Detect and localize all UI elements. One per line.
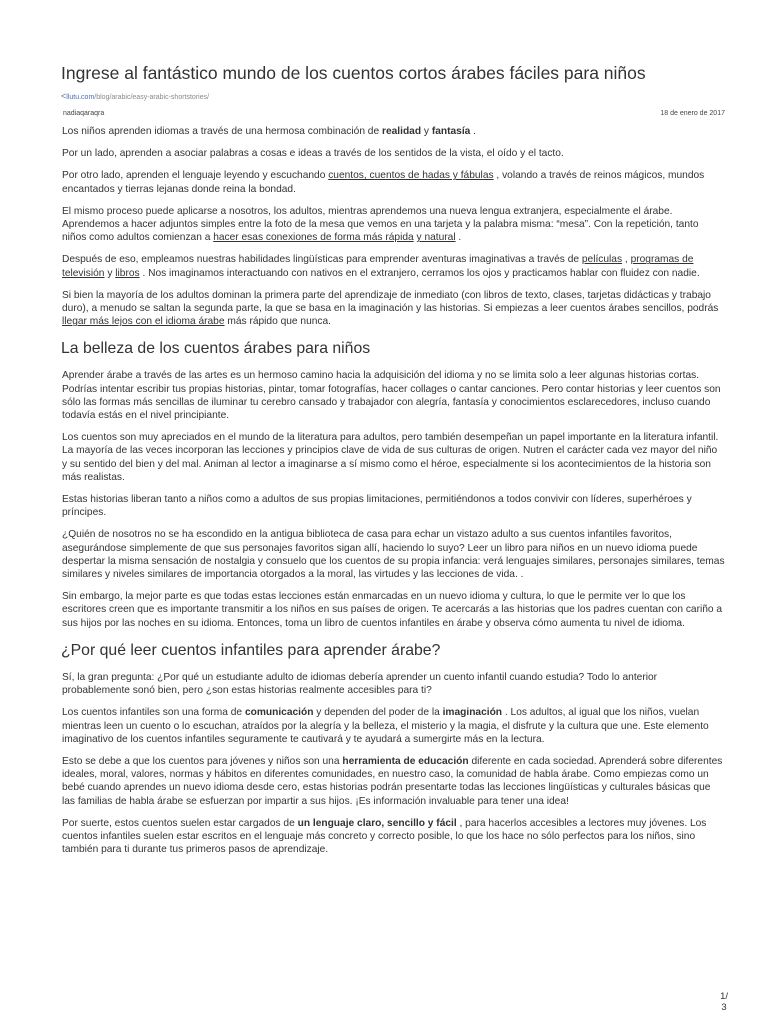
paragraph-10: ¿Quién de nosotros no se ha escondido en la antigua biblioteca de casa para echar un vistazo adulto a sus cuentos infantiles favoritos, asegurándose simplemente de que sus personajes favoritos sigan allí, haciendo lo suyo? Leer un libro para niños en un nuevo idioma puede despertar la misma sensación de nostalgia y consuelo que los cuentos de su propia infancia: verá lenguajes similares, personajes similares, temas similares y niveles similares de importancia otorgados a la moral, las virtudes y las lecciones de vida. . [62, 529, 725, 581]
bold-text: realidad [381, 126, 422, 137]
paragraph-9: Estas historias liberan tanto a niños como a adultos de sus propias limitaciones, permitiéndonos a todos convivir con líderes, superhéroes y príncipes. [62, 494, 692, 519]
paragraph-13 [62, 706, 725, 746]
link-natural[interactable]: y natural [416, 232, 456, 244]
bold-text: un lenguaje claro, sencillo y fácil [297, 817, 457, 829]
text: Después de eso, empleamos nuestras habilidades lingüísticas para emprender aventuras imaginativas a través de [62, 254, 582, 266]
text: . Nos imaginamos interactuando con nativos en el extranjero, cerramos los ojos y practicamos hablar con fluidez con nadie. [139, 267, 700, 279]
text: y dependen del poder de la [313, 707, 443, 719]
author: nadiaqaraqra [63, 110, 105, 117]
paragraph-8: Los cuentos son muy apreciados en el mundo de la literatura para adultos, pero también desempeñan un papel importante en la literatura infantil. La mayoría de las veces incorporan las lecciones y principios clave de vida de sus culturas de origen. Nutren el carácter cada vez mayor del niño y su sentido del bien y del mal. Animan al lector a imaginarse a sí mismo como el héroe, especialmente si los acontecimientos de la historia son más realistas. [62, 432, 719, 483]
back-arrow-icon: < [61, 91, 67, 101]
text: , volando a través de reinos mágicos, mundos encantados y tierras lejanas donde reina la bondad. [62, 170, 705, 195]
text: y [421, 126, 432, 137]
bold-text: comunicación [244, 707, 314, 719]
text: diferente en cada sociedad. Aprenderá sobre diferentes ideales, moral, valores, normas y hábitos en diferentes comunidades, en nuestro caso, la comunidad de habla árabe. Como empiezas como un bebé cuando aprendes un nuevo idioma desde cero, estas historias podrán presentarte todas las lecciones lingüísticas y culturales básicas que las familias de habla árabe se esfuerzan por impartir a sus hijos. ¡Es información invaluable para tener una idea! [62, 755, 723, 807]
paragraph-2: Por un lado, aprenden a asociar palabras a cosas e ideas a través de los sentidos de la vista, el oído y el tacto. [62, 148, 564, 160]
link-stories[interactable]: cuentos, cuentos de hadas y fábulas [328, 170, 494, 182]
text: , para hacerlos accesibles a lectores muy jóvenes. Los cuentos infantiles suelen estar escritos en el lenguaje más concreto y correcto posible, lo que los hace no sólo perfectos para los niños, sino también para ti durante tus primeros pasos de aprendizaje. [62, 817, 707, 856]
link-tv-shows[interactable]: programas de televisión [62, 254, 694, 279]
text: más rápido que nunca. [224, 316, 332, 328]
text: . Los adultos, al igual que los niños, vuelan mientras leen un cuento o lo escuchan, atraídos por la alegría y la belleza, el misterio y la magia, el disfrute y la cultura que une. Este elemento imaginativo de los cuentos infantiles seguramente te cautivará y te ayudará a sumergirte más en la lectura. [62, 707, 709, 745]
section-heading-beauty: La belleza de los cuentos árabes para niños [61, 340, 371, 358]
paragraph-15 [62, 817, 725, 857]
text: Esto se debe a que los cuentos para jóvenes y niños son una [62, 755, 343, 767]
article [61, 62, 725, 865]
link-arabic-further[interactable]: llegar más lejos con el idioma árabe [62, 316, 225, 328]
text: Si bien la mayoría de los adultos dominan la primera parte del aprendizaje de inmediato (con libros de texto, clases, tarjetas didácticas y trabajo duro), a menudo se saltan la segunda parte, la que se basa en la imaginación y las historias. Si empiezas a leer cuentos árabes sencillos, podrás [62, 289, 719, 315]
text: Por otro lado, aprenden el lenguaje leyendo y escuchando [62, 170, 329, 182]
source-url[interactable] [61, 92, 725, 102]
paragraph-7: Aprender árabe a través de las artes es un hermoso camino hacia la adquisición del idioma y no se limita solo a leer algunas historias cortas. Podrías intentar escribir tus propias historias, pintar, tomar fotografías, hacer collages o cantar canciones. Pero contar historias y leer cuentos son sólo las formas más sencillas de iluminar tu cerebro cansado y trabajador con alegría, fantasía y conocimientos esclarecedores, incluso cuando todavía estás en el nivel principiante. [62, 370, 721, 422]
paragraph-12: Sí, la gran pregunta: ¿Por qué un estudiante adulto de idiomas debería aprender un cuento infantil cuando estudia? Todo lo anterior probablemente sonó bien, pero ¿son estas historias realmente accesibles para ti? [62, 671, 658, 697]
text: . [455, 232, 462, 244]
paragraph-1 [62, 125, 725, 138]
paragraph-6 [62, 289, 725, 329]
paragraph-5 [62, 253, 725, 279]
page-total: 3 [721, 1002, 727, 1013]
text: Los niños aprenden idiomas a través de una hermosa combinación de [62, 126, 382, 137]
page-current: 1/ [720, 991, 728, 1002]
text: . [470, 126, 477, 137]
source-domain[interactable]: llutu.com [66, 94, 95, 101]
text: y [104, 267, 116, 279]
link-books[interactable]: libros [115, 267, 140, 279]
link-movies[interactable]: películas [581, 254, 623, 266]
text: Los cuentos infantiles son una forma de [62, 707, 245, 719]
paragraph-4 [62, 205, 725, 245]
section-heading-why: ¿Por qué leer cuentos infantiles para aprender árabe? [61, 641, 441, 659]
text: , [622, 254, 631, 266]
bold-text: fantasía [431, 126, 471, 137]
bold-text: herramienta de educación [342, 755, 469, 767]
publish-date: 18 de enero de 2017 [660, 110, 725, 117]
paragraph-14 [62, 755, 725, 808]
page-title: Ingrese al fantástico mundo de los cuentos cortos árabes fáciles para niños [61, 63, 646, 83]
text: Por suerte, estos cuentos suelen estar cargados de [62, 817, 298, 829]
paragraph-3 [62, 169, 725, 195]
bold-text: imaginación [442, 707, 503, 719]
link-faster-connections[interactable]: hacer esas conexiones de forma más rápida [213, 232, 414, 244]
text: El mismo proceso puede aplicarse a nosotros, los adultos, mientras aprendemos una nueva lengua extranjera, especialmente el árabe. Aprendemos a hacer adjuntos simples entre la foto de la mesa que vemos en una tarjeta y la palabra misma: “mesa”. Con la repetición, tanto niños como adultos comienzan a [62, 205, 699, 244]
page-number [720, 991, 728, 1013]
article-meta [63, 109, 725, 118]
source-path[interactable]: /blog/arabic/easy-arabic-shortstories/ [94, 94, 210, 101]
paragraph-11: Sin embargo, la mejor parte es que todas estas lecciones están enmarcadas en un nuevo idioma y cultura, lo que le permite ver lo que los escritores creen que es importante transmitir a los niños en sus países de origen. Te acercarás a las historias que los padres cuentan con cariño a sus hijos por las noches en su idioma. Entonces, toma un libro de cuentos infantiles en árabe y observa cómo aumenta tu nivel de idioma. [62, 591, 723, 629]
